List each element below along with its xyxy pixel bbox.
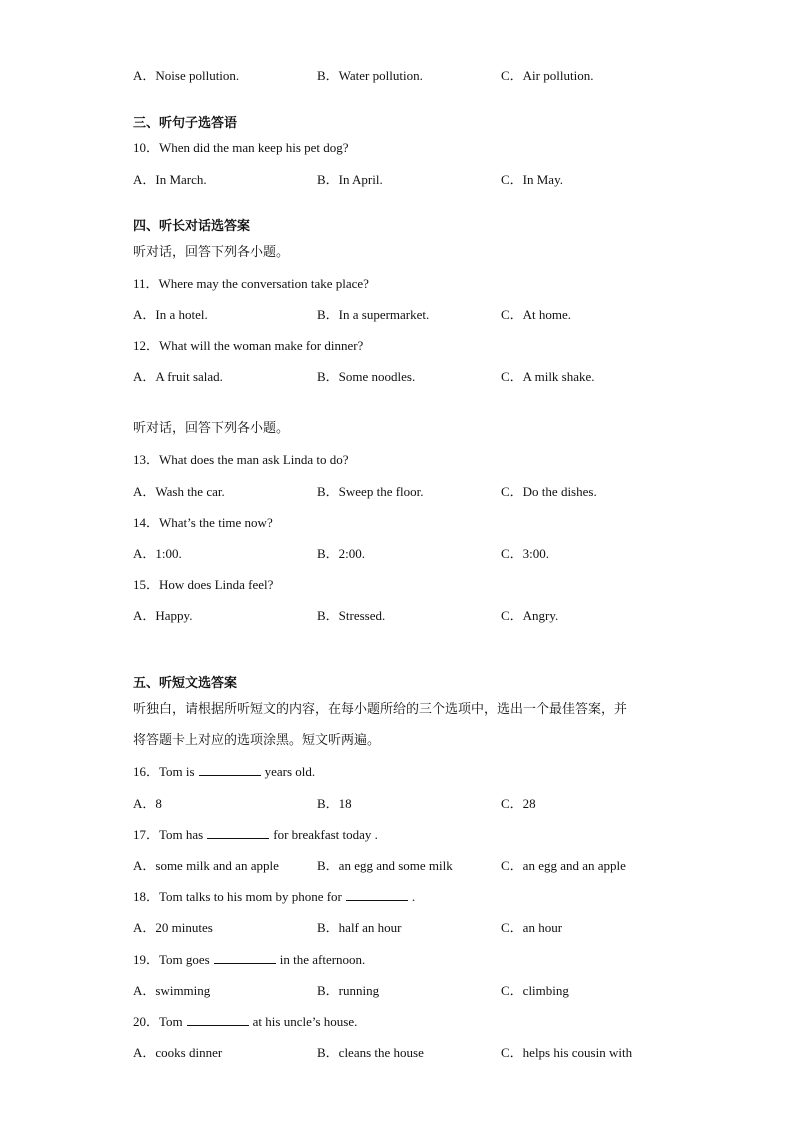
- q20-options: [133, 1044, 733, 1062]
- q16-question: [133, 763, 315, 781]
- q18-option-c[interactable]: C．an hour: [501, 920, 563, 935]
- q17-option-a[interactable]: A．some milk and an apple: [133, 858, 279, 873]
- q19-text-end: in the afternoon.: [279, 952, 366, 967]
- q17-text-end: for breakfast today .: [273, 827, 378, 842]
- q16-options: [133, 795, 733, 813]
- q20-option-c[interactable]: C．helps his cousin with: [501, 1045, 633, 1060]
- q20-blank: [187, 1013, 249, 1026]
- q19-option-c[interactable]: C．climbing: [501, 983, 569, 998]
- q11-question: 11．Where may the conversation take place?: [133, 276, 369, 291]
- q14-option-c[interactable]: C．3:00.: [501, 546, 550, 561]
- q17-options: [133, 857, 733, 875]
- q13-question: 13．What does the man ask Linda to do?: [133, 452, 349, 467]
- q20-question: [133, 1013, 357, 1031]
- q12-option-c[interactable]: C．A milk shake.: [501, 369, 595, 384]
- q16-text-start: 16．Tom is: [133, 764, 195, 779]
- q12-question: 12．What will the woman make for dinner?: [133, 338, 364, 353]
- q15-option-b[interactable]: B．Stressed.: [317, 608, 386, 623]
- q10-option-a[interactable]: A．In March.: [133, 172, 207, 187]
- q20-option-a[interactable]: A．cooks dinner: [133, 1045, 223, 1060]
- q19-option-b[interactable]: B．running: [317, 983, 380, 998]
- q17-blank: [207, 826, 269, 839]
- q9-option-b[interactable]: B．Water pollution.: [317, 68, 423, 83]
- q15-option-c[interactable]: C．Angry.: [501, 608, 559, 623]
- q19-text-start: 19．Tom goes: [133, 952, 210, 967]
- q15-options: [133, 607, 733, 625]
- q17-option-c[interactable]: C．an egg and an apple: [501, 858, 626, 873]
- q18-blank: [346, 888, 408, 901]
- q9-option-c[interactable]: C．Air pollution.: [501, 68, 594, 83]
- q9-options: [133, 67, 733, 85]
- section-4-title: 四、听长对话选答案: [133, 219, 251, 234]
- q20-option-b[interactable]: B．cleans the house: [317, 1045, 424, 1060]
- q11-option-c[interactable]: C．At home.: [501, 307, 572, 322]
- q18-options: [133, 919, 733, 937]
- q12-options: [133, 368, 733, 386]
- q16-text-end: years old.: [264, 764, 316, 779]
- q13-option-c[interactable]: C．Do the dishes.: [501, 484, 597, 499]
- q19-question: [133, 951, 365, 969]
- q18-question: [133, 888, 415, 906]
- q14-options: [133, 545, 733, 563]
- q10-option-b[interactable]: B．In April.: [317, 172, 383, 187]
- q14-option-a[interactable]: A．1:00.: [133, 546, 182, 561]
- q17-text-start: 17．Tom has: [133, 827, 204, 842]
- q11-options: [133, 306, 733, 324]
- q16-option-c[interactable]: C．28: [501, 796, 536, 811]
- q11-option-a[interactable]: A．In a hotel.: [133, 307, 208, 322]
- q16-blank: [199, 763, 261, 776]
- q12-option-a[interactable]: A．A fruit salad.: [133, 369, 223, 384]
- q18-text-start: 18．Tom talks to his mom by phone for: [133, 889, 342, 904]
- q13-option-a[interactable]: A．Wash the car.: [133, 484, 225, 499]
- q11-option-b[interactable]: B．In a supermarket.: [317, 307, 430, 322]
- q10-option-c[interactable]: C．In May.: [501, 172, 563, 187]
- q16-option-b[interactable]: B．18: [317, 796, 352, 811]
- q13-option-b[interactable]: B．Sweep the floor.: [317, 484, 424, 499]
- section-3-title: 三、听句子选答语: [133, 116, 238, 131]
- q18-text-end: .: [411, 889, 416, 904]
- q16-option-a[interactable]: A．8: [133, 796, 162, 811]
- q20-text-start: 20．Tom: [133, 1014, 183, 1029]
- section-5-intro-line-2: 将答题卡上对应的选项涂黑。短文听两遍。: [133, 733, 381, 748]
- q15-option-a[interactable]: A．Happy.: [133, 608, 193, 623]
- q15-question: 15．How does Linda feel?: [133, 577, 274, 592]
- q19-options: [133, 982, 733, 1000]
- section-4-intro-2: 听对话，回答下列各小题。: [133, 421, 290, 436]
- q13-options: [133, 483, 733, 501]
- q12-option-b[interactable]: B．Some noodles.: [317, 369, 416, 384]
- q18-option-a[interactable]: A．20 minutes: [133, 920, 213, 935]
- q17-question: [133, 826, 378, 844]
- q14-option-b[interactable]: B．2:00.: [317, 546, 366, 561]
- q20-text-end: at his uncle’s house.: [252, 1014, 358, 1029]
- q17-option-b[interactable]: B．an egg and some milk: [317, 858, 453, 873]
- q19-blank: [214, 951, 276, 964]
- q14-question: 14．What’s the time now?: [133, 515, 273, 530]
- section-5-intro-line-1: 听独白，请根据所听短文的内容，在每小题所给的三个选项中，选出一个最佳答案，并: [133, 702, 628, 717]
- q18-option-b[interactable]: B．half an hour: [317, 920, 402, 935]
- q10-options: [133, 171, 733, 189]
- section-4-intro-1: 听对话，回答下列各小题。: [133, 245, 290, 260]
- q10-question: 10．When did the man keep his pet dog?: [133, 140, 349, 155]
- q19-option-a[interactable]: A．swimming: [133, 983, 211, 998]
- q9-option-a[interactable]: A．Noise pollution.: [133, 68, 240, 83]
- section-5-title: 五、听短文选答案: [133, 676, 238, 691]
